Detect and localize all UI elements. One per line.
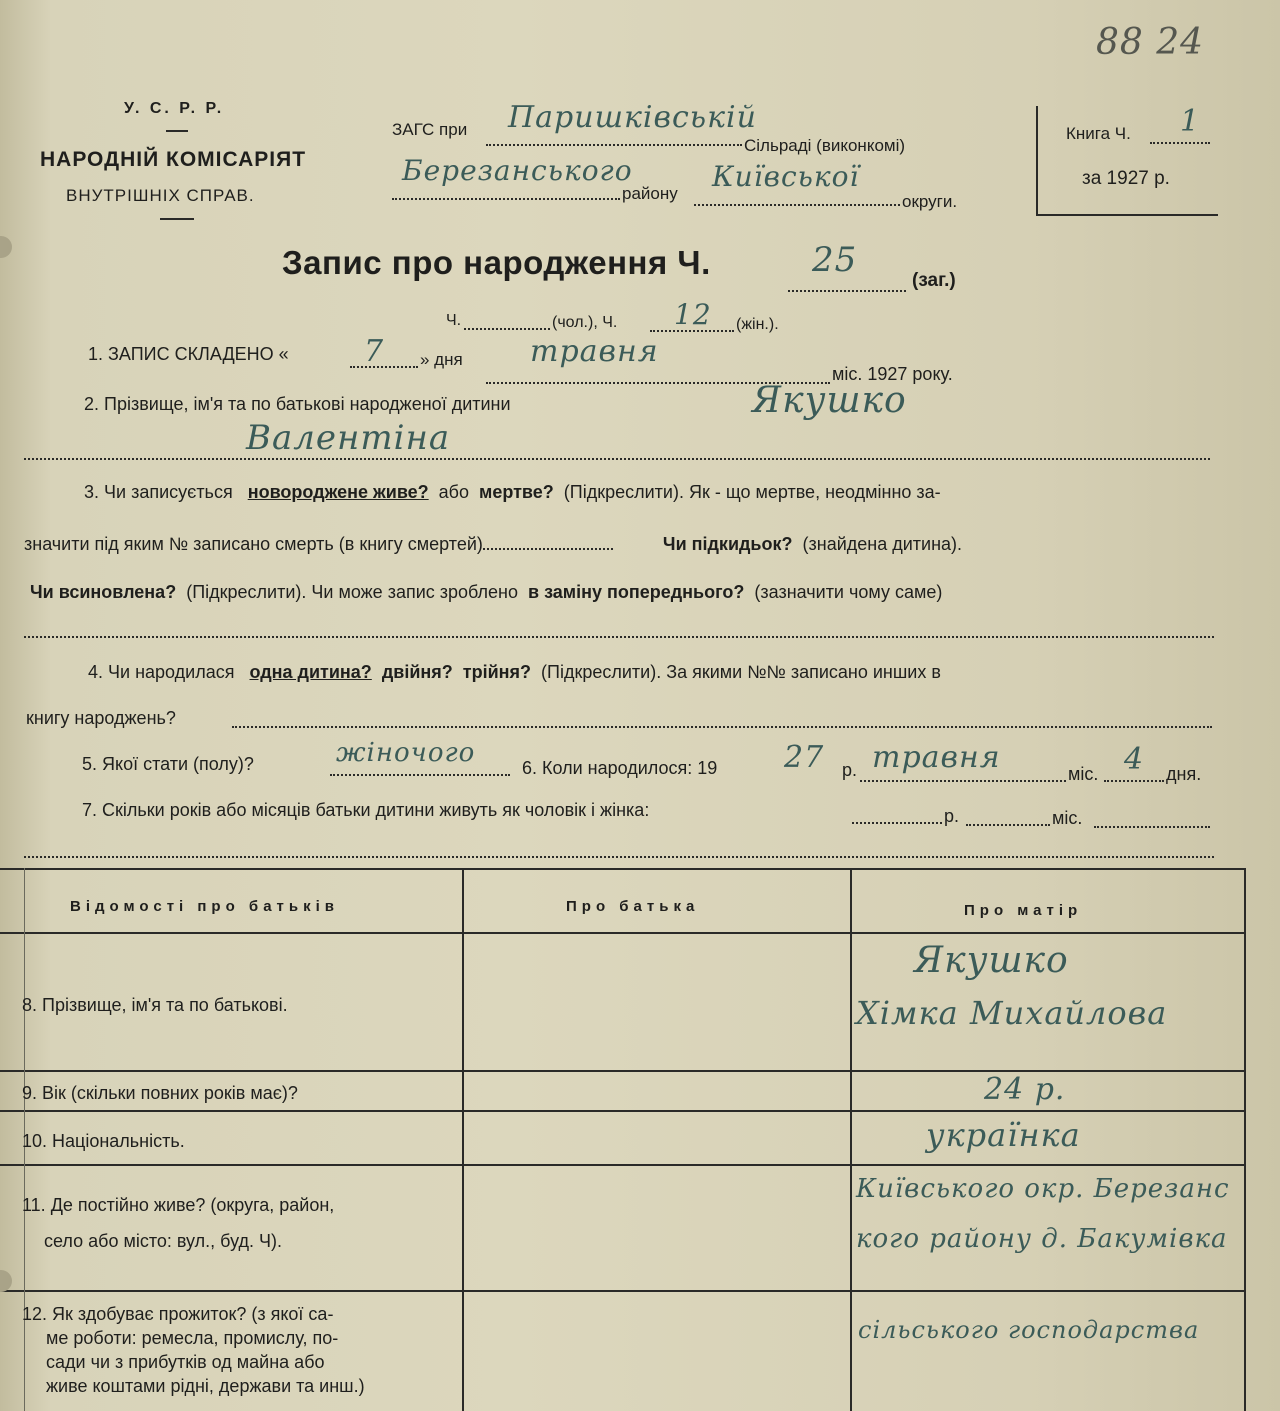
- binding-hole: [0, 236, 12, 258]
- fill-line: [392, 198, 620, 200]
- item3-line3: Чи всиновлена? (Підкреслити). Чи може запис зроблено в заміну попереднього? (зазначити чому саме): [30, 582, 943, 602]
- fill-line: [330, 774, 510, 776]
- fill-line: [1104, 780, 1164, 782]
- fill-line: [24, 636, 1214, 638]
- zags-prefix: ЗАГС при: [392, 120, 468, 139]
- fill-line: [350, 366, 418, 368]
- book-year: за 1927 р.: [1082, 168, 1170, 189]
- birth-month: травня: [872, 740, 1001, 775]
- child-surname: Якушко: [752, 380, 907, 421]
- mother-occupation: сільського господарства: [858, 1316, 1200, 1344]
- book-number: 1: [1180, 104, 1201, 139]
- birth-year-digits: 27: [784, 740, 825, 775]
- item5-label: 5. Якої стати (полу)?: [82, 754, 254, 774]
- mother-surname: Якушко: [914, 940, 1069, 981]
- record-number: 25: [812, 240, 858, 280]
- parents-table: [0, 868, 1280, 1411]
- row10-label: 10. Національність.: [22, 1131, 185, 1151]
- fill-line: [232, 726, 1212, 728]
- fill-line: [24, 856, 1214, 858]
- item2-label: 2. Прізвище, ім'я та по батькові народженої дитини: [84, 394, 511, 414]
- child-sex: жіночого: [336, 738, 476, 768]
- fill-line: [650, 330, 734, 332]
- item1-prefix: 1. ЗАПИС СКЛАДЕНО «: [88, 344, 289, 364]
- header-parents-info: Відомості про батьків: [70, 898, 339, 915]
- fill-line: [694, 204, 900, 206]
- day-suffix: дня.: [1166, 764, 1202, 784]
- child-name: Валентіна: [246, 418, 451, 458]
- item7-years: р.: [944, 806, 960, 826]
- fill-line: [464, 328, 550, 330]
- female-count-label: (жін.).: [736, 316, 779, 333]
- count-prefix: Ч.: [446, 312, 462, 329]
- record-title: Запис про народження Ч.: [282, 244, 711, 281]
- mother-residence-2: кого району д. Бакумівка: [856, 1224, 1228, 1254]
- fill-line: [24, 458, 1210, 460]
- row8-label: 8. Прізвище, ім'я та по батькові.: [22, 995, 288, 1015]
- row12-label: 12. Як здобуває прожиток? (з якої са- ме роботи: ремесла, промислу, по- сади чи з прибутків од майна або живе коштами рідні, держави та инш.): [22, 1304, 365, 1396]
- department-title: ВНУТРІШНІХ СПРАВ.: [66, 186, 255, 205]
- book-label: Книга Ч.: [1066, 124, 1131, 143]
- month-suffix: міс.: [1068, 764, 1099, 784]
- mother-nationality: українка: [926, 1116, 1081, 1154]
- district-label: району: [622, 184, 678, 203]
- fill-line: [966, 824, 1050, 826]
- council-label: Сільраді (виконкомі): [744, 136, 906, 155]
- header-father: Про батька: [566, 898, 700, 915]
- item4-line1: 4. Чи народилася одна дитина? двійня? трійня? (Підкреслити). За якими №№ записано инших в: [88, 662, 941, 682]
- item4-line2: книгу народжень?: [26, 708, 176, 728]
- record-month: травня: [530, 334, 659, 369]
- mother-residence-1: Київського окр. Березанс: [856, 1174, 1230, 1204]
- divider: [166, 130, 188, 132]
- item7-label: 7. Скільки років або місяців батьки дитини живуть як чоловік і жінка:: [82, 800, 650, 820]
- item3-line1: 3. Чи записується новороджене живе? або мертве? (Підкреслити). Як - що мертве, неодмінно за-: [84, 482, 941, 502]
- fill-line: [860, 780, 1066, 782]
- fill-line: [1150, 142, 1210, 144]
- row11-label-1: 11. Де постійно живе? (округа, район,: [22, 1195, 335, 1215]
- fill-line: [852, 822, 942, 824]
- village-council-name: Паришківській: [508, 100, 757, 135]
- item1-suffix: міс. 1927 року.: [832, 364, 953, 384]
- year-suffix: р.: [842, 760, 858, 780]
- okrug-name: Київської: [712, 160, 860, 193]
- fill-line: [788, 290, 906, 292]
- archive-number: 88 24: [1096, 22, 1205, 63]
- header-mother: Про матір: [964, 902, 1083, 919]
- district-name: Березанського: [402, 154, 633, 187]
- republic-abbrev: У. С. Р. Р.: [124, 100, 225, 117]
- birth-day: 4: [1124, 742, 1145, 777]
- mother-age: 24 р.: [984, 1072, 1066, 1107]
- item3-line2: значити під яким № записано смерть (в книгу смертей) Чи підкидьок? (знайдена дитина).: [24, 534, 963, 554]
- record-day: 7: [364, 334, 385, 369]
- fill-line: [486, 144, 742, 146]
- mother-name: Хімка Михайлова: [856, 994, 1168, 1032]
- fill-line: [1094, 826, 1210, 828]
- row9-label: 9. Вік (скільки повних років має)?: [22, 1083, 298, 1103]
- divider: [160, 218, 194, 220]
- birth-year-label: 6. Коли народилося: 19: [522, 758, 718, 778]
- record-suffix: (заг.): [912, 270, 956, 291]
- item1-mid: » дня: [420, 350, 463, 369]
- okrug-label: округи.: [902, 192, 958, 211]
- row11-label-2: село або місто: вул., буд. Ч).: [44, 1231, 282, 1251]
- commissariat-title: НАРОДНІЙ КОМІСАРІЯТ: [40, 148, 307, 171]
- item7-months: міс.: [1052, 808, 1083, 828]
- female-count: 12: [674, 298, 712, 331]
- male-count-label: (чол.), Ч.: [552, 314, 618, 331]
